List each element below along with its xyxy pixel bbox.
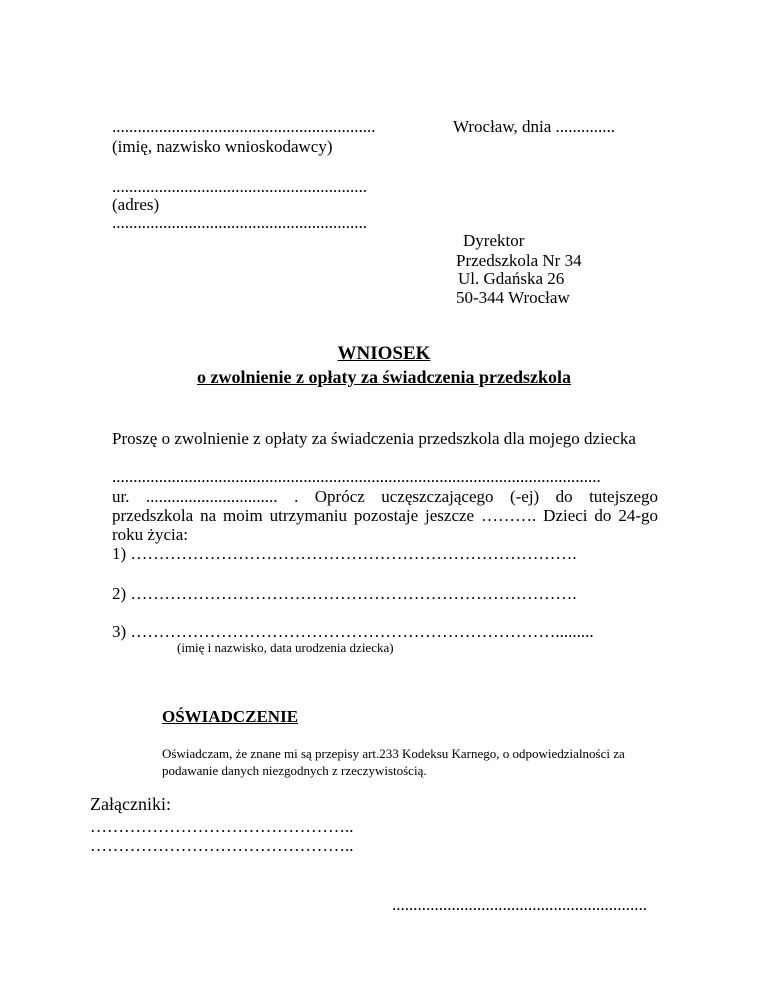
recipient-title: Dyrektor [463,231,525,250]
declaration-heading: OŚWIADCZENIE [162,707,299,726]
recipient-institution: Przedszkola Nr 34 [456,251,582,270]
address-label: (adres) [112,195,160,214]
child-entry-2: 2) ……………………………………………………………………. [112,584,577,603]
birth-date-line: ur. ............................... . Oprócz uczęszczającego (-ej) do tutejszego [112,487,658,506]
child-name-dots: ................................................................................................................... [112,467,601,486]
declaration-line-2: podawanie danych niezgodnych z rzeczywistością. [162,763,427,778]
document-title: WNIOSEK [337,343,431,364]
child-entry-3: 3) …………………………………………………………………......... [112,622,594,641]
recipient-city: 50-344 Wrocław [456,288,570,307]
applicant-name-label: (imię, nazwisko wnioskodawcy) [112,137,333,156]
attachment-item-2: ……………………………………….. [90,836,354,855]
applicant-name-dots: .............................................................. [112,117,376,136]
children-caption: (imię i nazwisko, data urodzenia dziecka) [177,640,394,655]
age-line: roku życia: [112,525,188,544]
city-date: Wrocław, dnia .............. [453,117,616,136]
attachments-label: Załączniki: [90,794,171,814]
dependents-line: przedszkola na moim utrzymaniu pozostaje jeszcze ………. Dzieci do 24-go [112,506,658,525]
attachment-item-1: ……………………………………….. [90,817,354,836]
signature-dots: ............................................................ [392,895,647,914]
request-intro: Proszę o zwolnienie z opłaty za świadczenia przedszkola dla mojego dziecka [112,429,636,448]
document-subtitle: o zwolnienie z opłaty za świadczenia przedszkola [197,367,571,387]
recipient-street: Ul. Gdańska 26 [458,269,565,288]
address-dots-1: ............................................................ [112,177,367,196]
child-entry-1: 1) ……………………………………………………………………. [112,544,577,563]
declaration-line-1: Oświadczam, że znane mi są przepisy art.233 Kodeksu Karnego, o odpowiedzialności za [162,746,625,761]
address-dots-2: ............................................................ [112,213,367,232]
